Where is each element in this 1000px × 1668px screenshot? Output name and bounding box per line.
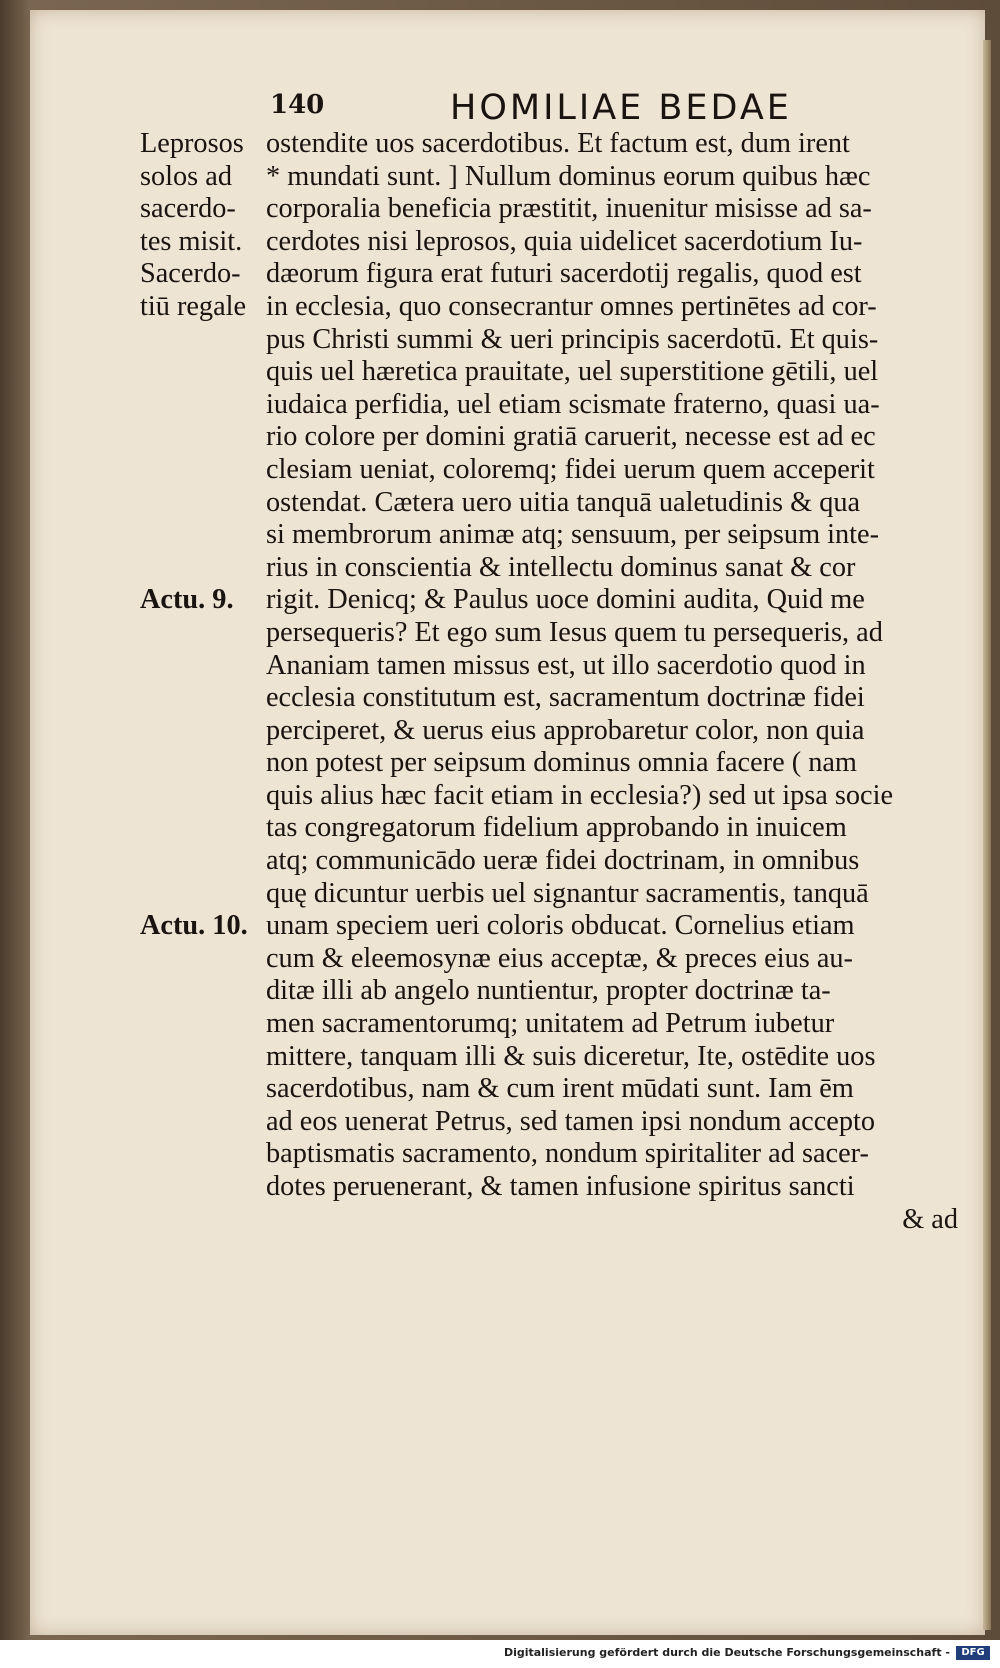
margin-note: tes misit. — [140, 225, 243, 257]
text-line — [140, 291, 960, 324]
text-line — [140, 650, 960, 683]
body-text — [140, 128, 960, 1236]
text-line — [140, 1073, 960, 1106]
line-text: ostendite uos sacerdotibus. Et factum est, dum irent — [266, 128, 850, 159]
line-text: * mundati sunt. ] Nullum dominus eorum quibus hæc — [266, 160, 871, 192]
text-line — [140, 845, 960, 878]
text-line — [140, 1041, 960, 1074]
running-title: HOMILIAE BEDAE — [450, 88, 792, 128]
text-line — [140, 910, 960, 943]
line-text: & ad — [902, 1203, 958, 1235]
line-text: cum & eleemosynæ eius acceptæ, & preces eius au- — [266, 942, 853, 974]
line-text: si membrorum animæ atq; sensuum, per seipsum inte- — [266, 519, 880, 551]
text-line — [140, 421, 960, 454]
text-line — [140, 682, 960, 715]
line-text: quę dicuntur uerbis uel signantur sacramentis, tanquā — [266, 877, 869, 909]
margin-note: solos ad — [140, 160, 232, 192]
footer-credit: Digitalisierung gefördert durch die Deutsche Forschungsgemeinschaft - — [503, 1646, 950, 1659]
line-text: ostendat. Cætera uero uitia tanquā ualetudinis & qua — [266, 486, 861, 518]
text-line — [140, 975, 960, 1008]
line-text: men sacramentorumq; unitatem ad Petrum iubetur — [266, 1008, 835, 1040]
text-line — [140, 1138, 960, 1171]
footer-bar — [0, 1640, 1000, 1668]
line-text: dotes peruenerant, & tamen infusione spiritus sancti — [266, 1171, 855, 1202]
line-text: persequeris? Et ego sum Iesus quem tu persequeris, ad — [266, 616, 883, 648]
line-text: tas congregatorum fidelium approbando in inuicem — [266, 812, 847, 844]
line-text: rio colore per domini gratiā caruerit, necesse est ad ec — [266, 421, 876, 453]
line-text: pus Christi summi & ueri principis sacerdotū. Et quis- — [266, 323, 879, 355]
text-line — [140, 454, 960, 487]
margin-note: Leprosos — [140, 128, 244, 159]
text-line — [140, 878, 960, 911]
line-text: iudaica perfidia, uel etiam scismate fraterno, quasi ua- — [266, 388, 880, 420]
text-line — [140, 617, 960, 650]
text-line — [140, 1204, 960, 1237]
text-line — [140, 324, 960, 357]
page-header — [270, 88, 930, 128]
margin-note: tiū regale — [140, 290, 247, 322]
page-number: 140 — [270, 90, 325, 120]
text-line — [140, 812, 960, 845]
text-line — [140, 1106, 960, 1139]
line-text: ecclesia constitutum est, sacramentum doctrinæ fidei — [266, 682, 865, 714]
line-text: non potest per seipsum dominus omnia facere ( nam — [266, 747, 857, 779]
line-text: ad eos uenerat Petrus, sed tamen ipsi nondum accepto — [266, 1105, 875, 1137]
line-text: dæorum figura erat futuri sacerdotij regalis, quod est — [266, 258, 862, 290]
page-edge — [983, 40, 991, 1630]
margin-note: Actu. 9. — [140, 584, 234, 616]
text-line — [140, 356, 960, 389]
text-line — [140, 1008, 960, 1041]
line-text: mittere, tanquam illi & suis diceretur, Ite, ostēdite uos — [266, 1040, 876, 1072]
line-text: clesiam ueniat, coloremq; fidei uerum quem acceperit — [266, 453, 875, 485]
text-line — [140, 389, 960, 422]
line-text: in ecclesia, quo consecrantur omnes pertinētes ad cor- — [266, 290, 877, 322]
line-text: ditæ illi ab angelo nuntientur, propter doctrinæ ta- — [266, 975, 831, 1007]
margin-note: sacerdo- — [140, 193, 236, 225]
line-text: atq; communicādo ueræ fidei doctrinam, in omnibus — [266, 845, 860, 877]
margin-note: Actu. 10. — [140, 910, 248, 942]
text-line — [140, 487, 960, 520]
text-line — [140, 128, 960, 161]
text-line — [140, 258, 960, 291]
text-line — [140, 226, 960, 259]
line-text: baptismatis sacramento, nondum spiritaliter ad sacer- — [266, 1138, 869, 1170]
line-text: quis alius hæc facit etiam in ecclesia?) sed ut ipsa socie — [266, 779, 894, 811]
text-line — [140, 780, 960, 813]
line-text: Ananiam tamen missus est, ut illo sacerdotio quod in — [266, 649, 866, 681]
line-text: sacerdotibus, nam & cum irent mūdati sunt. Iam ēm — [266, 1073, 854, 1105]
text-line — [140, 747, 960, 780]
line-text: quis uel hæretica prauitate, uel superstitione gētili, uel — [266, 356, 879, 388]
text-line — [140, 943, 960, 976]
text-line — [140, 519, 960, 552]
text-line — [140, 715, 960, 748]
text-line — [140, 193, 960, 226]
line-text: unam speciem ueri coloris obducat. Cornelius etiam — [266, 910, 855, 942]
line-text: corporalia beneficia præstitit, inuenitur misisse ad sa- — [266, 193, 872, 225]
text-line — [140, 1171, 960, 1204]
margin-note: Sacerdo- — [140, 258, 241, 290]
line-text: rius in conscientia & intellectu dominus sanat & cor — [266, 551, 856, 583]
line-text: cerdotes nisi leprosos, quia uidelicet sacerdotium Iu- — [266, 225, 863, 257]
text-line — [140, 161, 960, 194]
dfg-logo: DFG — [956, 1646, 990, 1660]
line-text: perciperet, & uerus eius approbaretur color, non quia — [266, 714, 865, 746]
line-text: rigit. Denicq; & Paulus uoce domini audita, Quid me — [266, 584, 865, 616]
text-line — [140, 584, 960, 617]
text-line — [140, 552, 960, 585]
